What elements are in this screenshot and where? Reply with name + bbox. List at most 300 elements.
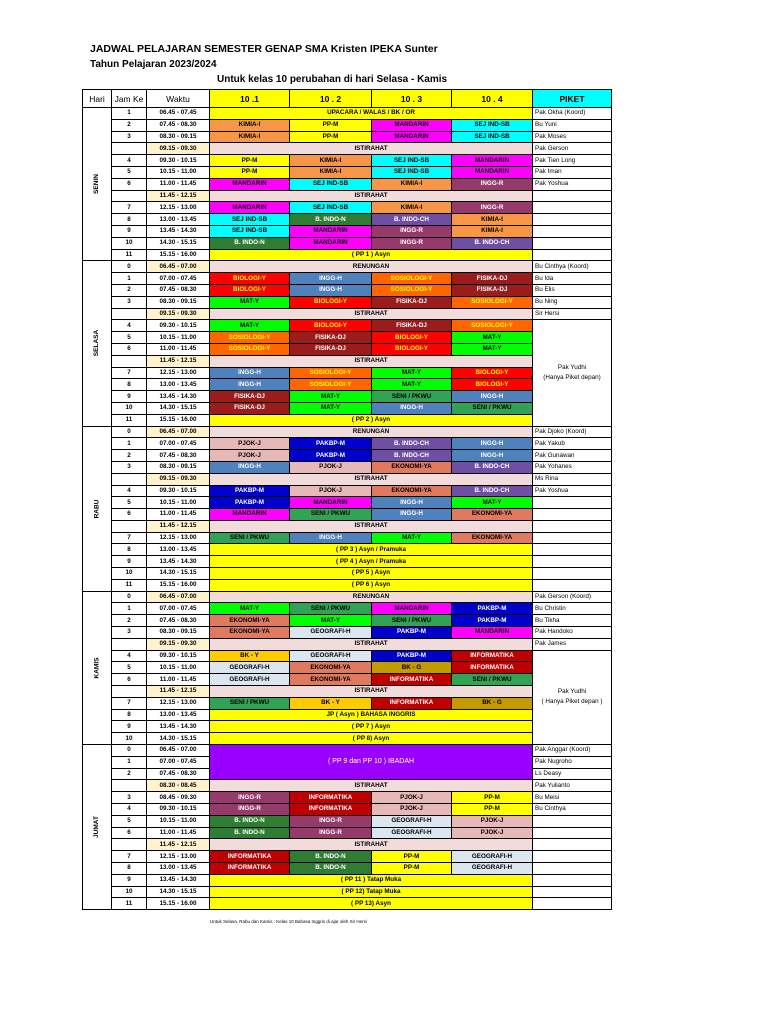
jam-cell: 4 (112, 320, 147, 332)
subject-cell: PAKBP-M (210, 485, 290, 497)
piket-cell (533, 851, 612, 863)
table-row (83, 839, 612, 851)
jam-cell: 3 (112, 627, 147, 639)
subject-cell: MAT-Y (290, 615, 372, 627)
subject-cell: MANDARIN (210, 509, 290, 521)
piket-cell: Pak Moses (533, 131, 612, 143)
piket-cell (533, 544, 612, 556)
subject-cell: MAT-Y (210, 296, 290, 308)
jam-cell: 11 (112, 579, 147, 591)
jam-cell: 6 (112, 827, 147, 839)
day-name: JUMAT (93, 816, 100, 839)
subject-cell: INFORMATIKA (210, 851, 290, 863)
jam-cell: 1 (112, 603, 147, 615)
subject-cell: B. INDO-N (290, 214, 372, 226)
subject-cell: PJOK-J (210, 438, 290, 450)
jam-cell: 10 (112, 568, 147, 580)
table-row (83, 686, 612, 698)
subject-cell: MAT-Y (290, 391, 372, 403)
piket-cell: Bu Yuni (533, 119, 612, 131)
table-row (83, 650, 612, 662)
jam-cell: 4 (112, 804, 147, 816)
waktu-cell: 07.45 - 08.30 (147, 284, 210, 296)
subject-cell: MANDARIN (290, 225, 372, 237)
jam-cell: 9 (112, 721, 147, 733)
piket-cell: Sir Hersi (533, 308, 612, 320)
subject-cell: GEOGRAFI-H (372, 827, 452, 839)
subject-cell: PP-M (372, 851, 452, 863)
piket-cell (533, 320, 612, 426)
waktu-cell: 09.15 - 09.30 (147, 473, 210, 485)
subject-cell: SEJ IND-SB (452, 119, 533, 131)
subject-cell: SEJ IND-SB (452, 131, 533, 143)
subject-cell: B. INDO-N (210, 815, 290, 827)
subject-cell: BIOLOGI-Y (372, 332, 452, 344)
waktu-cell: 07.00 - 07.45 (147, 756, 210, 768)
waktu-cell: 10.15 - 11.00 (147, 332, 210, 344)
table-row (83, 131, 612, 143)
piket-cell: Pak Handoko (533, 627, 612, 639)
header-cell: 10 .1 (210, 90, 290, 108)
subject-cell: MAT-Y (452, 497, 533, 509)
piket-cell: Bu Tikha (533, 615, 612, 627)
subject-cell: INFORMATIKA (290, 804, 372, 816)
academic-year: Tahun Pelajaran 2023/2024 (90, 59, 217, 70)
subject-cell: INGG-R (210, 792, 290, 804)
waktu-cell: 06.45 - 07.00 (147, 591, 210, 603)
subject-cell: EKONOMI-YA (452, 532, 533, 544)
subject-cell: EKONOMI-YA (372, 461, 452, 473)
waktu-cell: 09.15 - 09.30 (147, 143, 210, 155)
waktu-cell: 13.45 - 14.30 (147, 874, 210, 886)
subject-cell: FISIKA-DJ (452, 273, 533, 285)
subject-cell: MANDARIN (372, 119, 452, 131)
subject-cell: PAKBP-M (290, 450, 372, 462)
subject-cell: B. INDO-CH (372, 214, 452, 226)
table-row (83, 320, 612, 332)
subject-cell: SEJ IND-SB (290, 178, 372, 190)
piket-cell: Bu Ning (533, 296, 612, 308)
subject-cell: GEOGRAFI-H (372, 815, 452, 827)
table-row (83, 804, 612, 816)
jam-cell: 5 (112, 332, 147, 344)
jam-cell (112, 839, 147, 851)
waktu-cell: 09.30 - 10.15 (147, 155, 210, 167)
subject-cell: B. INDO-N (210, 827, 290, 839)
subject-cell: PJOK-J (372, 792, 452, 804)
jam-cell (112, 686, 147, 698)
waktu-cell: 07.45 - 08.30 (147, 119, 210, 131)
subject-cell: MAT-Y (210, 320, 290, 332)
subject-cell: SENI / PKWU (372, 615, 452, 627)
jam-cell (112, 520, 147, 532)
waktu-cell: 13.45 - 14.30 (147, 721, 210, 733)
subject-cell: MANDARIN (372, 131, 452, 143)
header-cell: Jam Ke (112, 90, 147, 108)
subject-cell: FISIKA-DJ (290, 343, 372, 355)
table-row (83, 615, 612, 627)
waktu-cell: 07.00 - 07.45 (147, 438, 210, 450)
table-row (83, 780, 612, 792)
subject-cell: GEOGRAFI-H (210, 662, 290, 674)
span-cell: JP ( Asyn ) BAHASA INGGRIS (210, 709, 533, 721)
table-row (83, 532, 612, 544)
table-row (83, 461, 612, 473)
jam-cell: 3 (112, 461, 147, 473)
table-row (83, 332, 612, 344)
table-row (83, 391, 612, 403)
waktu-cell: 09.15 - 09.30 (147, 638, 210, 650)
subject-cell: BIOLOGI-Y (290, 320, 372, 332)
subject-cell: MANDARIN (452, 166, 533, 178)
subject-cell: MAT-Y (372, 379, 452, 391)
waktu-cell: 11.00 - 11.45 (147, 674, 210, 686)
subject-cell: SENI / PKWU (210, 697, 290, 709)
span-cell: ( PP 5 ) Asyn (210, 568, 533, 580)
piket-cell (533, 863, 612, 875)
jam-cell: 10 (112, 886, 147, 898)
subject-cell: EKONOMI-YA (372, 485, 452, 497)
waktu-cell: 06.45 - 07.00 (147, 745, 210, 757)
waktu-cell: 12.15 - 13.00 (147, 697, 210, 709)
waktu-cell: 10.15 - 11.00 (147, 166, 210, 178)
waktu-cell: 08.30 - 09.15 (147, 461, 210, 473)
subject-cell: INGG-R (290, 827, 372, 839)
waktu-cell: 15.15 - 16.00 (147, 898, 210, 910)
jam-cell (112, 638, 147, 650)
jam-cell: 2 (112, 615, 147, 627)
waktu-cell: 08.30 - 08.45 (147, 780, 210, 792)
subject-cell: INGG-R (372, 225, 452, 237)
jam-cell: 4 (112, 155, 147, 167)
waktu-cell: 06.45 - 07.45 (147, 108, 210, 120)
table-row (83, 402, 612, 414)
waktu-cell: 11.00 - 11.45 (147, 509, 210, 521)
subject-cell: MAT-Y (452, 332, 533, 344)
piket-cell: Pak Iman (533, 166, 612, 178)
table-row (83, 815, 612, 827)
waktu-cell: 09.15 - 09.30 (147, 308, 210, 320)
subject-cell: KIMIA-I (210, 119, 290, 131)
subject-cell: EKONOMI-YA (452, 509, 533, 521)
schedule-table (82, 89, 612, 910)
jam-cell: 6 (112, 343, 147, 355)
subject-cell: PAKBP-M (210, 497, 290, 509)
jam-cell: 8 (112, 863, 147, 875)
jam-cell: 6 (112, 178, 147, 190)
span-cell: UPACARA / WALAS / BK / OR (210, 108, 533, 120)
waktu-cell: 08.45 - 09.30 (147, 792, 210, 804)
subject-cell: INGG-H (452, 438, 533, 450)
table-row (83, 556, 612, 568)
subject-cell: SOSIOLOGI-Y (372, 273, 452, 285)
subject-cell: MANDARIN (210, 178, 290, 190)
subject-cell: B. INDO-CH (372, 450, 452, 462)
table-row (83, 662, 612, 674)
waktu-cell: 08.30 - 09.15 (147, 131, 210, 143)
table-row (83, 166, 612, 178)
piket-note: (Hanya Piket depan) (543, 373, 601, 381)
day-label (83, 745, 112, 910)
jam-cell: 9 (112, 556, 147, 568)
jam-cell: 6 (112, 674, 147, 686)
table-row (83, 202, 612, 214)
break-cell: ISTIRAHAT (210, 638, 533, 650)
table-row (83, 674, 612, 686)
table-row (83, 190, 612, 202)
subject-cell: FISIKA-DJ (372, 320, 452, 332)
subject-cell: EKONOMI-YA (210, 615, 290, 627)
subject-cell: MANDARIN (210, 202, 290, 214)
subject-cell: MANDARIN (290, 497, 372, 509)
subject-cell: PP-M (210, 166, 290, 178)
subject-cell: BIOLOGI-Y (290, 296, 372, 308)
span-cell: ( PP 12) Tatap Muka (210, 886, 533, 898)
waktu-cell: 13.45 - 14.30 (147, 391, 210, 403)
subject-cell: FISIKA-DJ (210, 402, 290, 414)
subject-cell: PP-M (452, 804, 533, 816)
piket-cell: Pak James (533, 638, 612, 650)
piket-cell (533, 898, 612, 910)
piket-name: Pak Yudhi (557, 363, 587, 371)
subject-cell: MANDARIN (452, 155, 533, 167)
piket-cell (533, 874, 612, 886)
waktu-cell: 12.15 - 13.00 (147, 532, 210, 544)
piket-cell: Pak Okha (Koord) (533, 108, 612, 120)
piket-cell: Pak Gerson (Koord) (533, 591, 612, 603)
piket-cell: Bu Meisi (533, 792, 612, 804)
subject-cell: INGG-H (452, 391, 533, 403)
jam-cell: 11 (112, 414, 147, 426)
subject-cell: SEJ IND-SB (290, 202, 372, 214)
jam-cell: 4 (112, 650, 147, 662)
table-row (83, 603, 612, 615)
jam-cell (112, 780, 147, 792)
piket-cell: Pak Yoshua (533, 178, 612, 190)
waktu-cell: 11.00 - 11.45 (147, 178, 210, 190)
break-cell: ISTIRAHAT (210, 190, 533, 202)
subject-cell: INGG-H (372, 402, 452, 414)
subject-cell: BIOLOGI-Y (210, 284, 290, 296)
piket-cell: Bu Cinthya (533, 804, 612, 816)
table-row (83, 343, 612, 355)
table-row (83, 591, 612, 603)
jam-cell: 2 (112, 284, 147, 296)
break-cell: ISTIRAHAT (210, 143, 533, 155)
table-row (83, 627, 612, 639)
subject-cell: MAT-Y (290, 402, 372, 414)
jam-cell: 9 (112, 874, 147, 886)
break-cell: ISTIRAHAT (210, 355, 533, 367)
subject-cell: MAT-Y (452, 343, 533, 355)
jam-cell: 7 (112, 202, 147, 214)
table-row (83, 426, 612, 438)
table-row (83, 792, 612, 804)
waktu-cell: 13.00 - 13.45 (147, 214, 210, 226)
waktu-cell: 06.45 - 07.00 (147, 261, 210, 273)
break-cell: RENUNGAN (210, 426, 533, 438)
span-cell: ( PP 2 ) Asyn (210, 414, 533, 426)
subject-cell: EKONOMI-YA (290, 674, 372, 686)
subject-cell: SOSIOLOGI-Y (210, 332, 290, 344)
subject-cell: B. INDO-CH (452, 237, 533, 249)
table-row (83, 473, 612, 485)
waktu-cell: 14.30 - 15.15 (147, 733, 210, 745)
jam-cell: 10 (112, 402, 147, 414)
day-name: KAMIS (92, 657, 100, 679)
subject-cell: INGG-R (290, 815, 372, 827)
jam-cell: 2 (112, 768, 147, 780)
piket-cell: Bu Ida (533, 273, 612, 285)
subject-cell: SOSIOLOGI-Y (452, 320, 533, 332)
piket-cell: Pak Gunawan (533, 450, 612, 462)
span-cell: ( PP 13) Asyn (210, 898, 533, 910)
subject-cell: B. INDO-CH (452, 461, 533, 473)
jam-cell: 4 (112, 485, 147, 497)
waktu-cell: 13.00 - 13.45 (147, 709, 210, 721)
subject-cell: INGG-H (372, 497, 452, 509)
table-row (83, 485, 612, 497)
piket-cell: Bu Cinthya (Koord) (533, 261, 612, 273)
subject-cell: KIMIA-I (372, 202, 452, 214)
day-label (83, 591, 112, 744)
subject-cell: BK - Y (210, 650, 290, 662)
subject-cell: BIOLOGI-Y (210, 273, 290, 285)
piket-cell (533, 815, 612, 827)
jam-cell: 8 (112, 214, 147, 226)
span-cell: ( PP 1 ) Asyn (210, 249, 533, 261)
table-row (83, 579, 612, 591)
subject-cell: FISIKA-DJ (210, 391, 290, 403)
page-subtitle: Untuk kelas 10 perubahan di hari Selasa - Kamis (217, 74, 448, 85)
waktu-cell: 07.45 - 08.30 (147, 768, 210, 780)
subject-cell: PJOK-J (290, 485, 372, 497)
piket-cell: Pak Yohanes (533, 461, 612, 473)
subject-cell: SENI / PKWU (452, 674, 533, 686)
subject-cell: SOSIOLOGI-Y (210, 343, 290, 355)
table-row (83, 355, 612, 367)
jam-cell: 0 (112, 426, 147, 438)
subject-cell: INGG-H (372, 509, 452, 521)
waktu-cell: 09.30 - 10.15 (147, 485, 210, 497)
subject-cell: SOSIOLOGI-Y (452, 296, 533, 308)
subject-cell: KIMIA-I (452, 225, 533, 237)
piket-cell (533, 886, 612, 898)
jam-cell: 8 (112, 709, 147, 721)
subject-cell: INFORMATIKA (290, 792, 372, 804)
day-label (83, 108, 112, 261)
table-row (83, 450, 612, 462)
subject-cell: PAKBP-M (452, 615, 533, 627)
subject-cell: INFORMATIKA (452, 650, 533, 662)
waktu-cell: 15.15 - 16.00 (147, 579, 210, 591)
waktu-cell: 11.45 - 12.15 (147, 190, 210, 202)
table-row (83, 379, 612, 391)
subject-cell: MANDARIN (372, 603, 452, 615)
subject-cell: PAKBP-M (372, 650, 452, 662)
jam-cell: 10 (112, 237, 147, 249)
subject-cell: FISIKA-DJ (452, 284, 533, 296)
header-cell: 10 . 3 (372, 90, 452, 108)
span-cell: ( PP 6 ) Asyn (210, 579, 533, 591)
waktu-cell: 07.45 - 08.30 (147, 450, 210, 462)
subject-cell: B. INDO-N (290, 863, 372, 875)
piket-cell (533, 249, 612, 261)
waktu-cell: 07.45 - 08.30 (147, 615, 210, 627)
subject-cell: INGG-R (372, 237, 452, 249)
table-row (83, 178, 612, 190)
jam-cell: 7 (112, 532, 147, 544)
waktu-cell: 10.15 - 11.00 (147, 662, 210, 674)
subject-cell: INGG-H (290, 284, 372, 296)
subject-cell: INGG-H (452, 450, 533, 462)
waktu-cell: 12.15 - 13.00 (147, 367, 210, 379)
subject-cell: KIMIA-I (290, 155, 372, 167)
waktu-cell: 07.00 - 07.45 (147, 603, 210, 615)
table-row (83, 827, 612, 839)
subject-cell: INGG-H (290, 273, 372, 285)
subject-cell: SENI / PKWU (452, 402, 533, 414)
piket-note: ( Hanya Piket depan ) (541, 698, 603, 706)
table-row (83, 237, 612, 249)
waktu-cell: 14.30 - 15.15 (147, 402, 210, 414)
jam-cell: 9 (112, 225, 147, 237)
jam-cell: 10 (112, 733, 147, 745)
waktu-cell: 11.45 - 12.15 (147, 355, 210, 367)
subject-cell: BK - G (452, 697, 533, 709)
waktu-cell: 10.15 - 11.00 (147, 815, 210, 827)
subject-cell: INGG-H (210, 461, 290, 473)
subject-cell: BK - G (372, 662, 452, 674)
day-label (83, 426, 112, 591)
piket-cell: Pak Nugroho (533, 756, 612, 768)
subject-cell: SEJ IND-SB (210, 214, 290, 226)
jam-cell: 0 (112, 261, 147, 273)
jam-cell (112, 355, 147, 367)
break-cell: RENUNGAN (210, 261, 533, 273)
subject-cell: INGG-R (452, 202, 533, 214)
footnote: Untuk Selasa, Rabu dan Kamis : Kelas 10 Bahasa Inggris di ajar oleh Sir Hersi (210, 919, 367, 924)
header-cell: Hari (83, 90, 112, 108)
piket-cell (533, 520, 612, 532)
subject-cell: KIMIA-I (372, 178, 452, 190)
subject-cell: INGG-H (210, 379, 290, 391)
table-row (83, 697, 612, 709)
subject-cell: B. INDO-CH (452, 485, 533, 497)
piket-cell: Pak Yakub (533, 438, 612, 450)
waktu-cell: 11.45 - 12.15 (147, 839, 210, 851)
subject-cell: GEOGRAFI-H (290, 627, 372, 639)
waktu-cell: 13.45 - 14.30 (147, 556, 210, 568)
jam-cell: 1 (112, 756, 147, 768)
subject-cell: BIOLOGI-Y (452, 379, 533, 391)
subject-cell: PJOK-J (210, 450, 290, 462)
jam-cell (112, 473, 147, 485)
table-row (83, 886, 612, 898)
subject-cell: SOSIOLOGI-Y (290, 379, 372, 391)
waktu-cell: 13.45 - 14.30 (147, 225, 210, 237)
subject-cell: INGG-H (290, 532, 372, 544)
piket-cell (533, 839, 612, 851)
subject-cell: INFORMATIKA (372, 674, 452, 686)
jam-cell: 3 (112, 131, 147, 143)
table-row (83, 709, 612, 721)
jam-cell: 11 (112, 249, 147, 261)
subject-cell: EKONOMI-YA (290, 662, 372, 674)
table-row (83, 568, 612, 580)
jam-cell: 8 (112, 544, 147, 556)
span-cell: ( PP 7 ) Asyn (210, 721, 533, 733)
